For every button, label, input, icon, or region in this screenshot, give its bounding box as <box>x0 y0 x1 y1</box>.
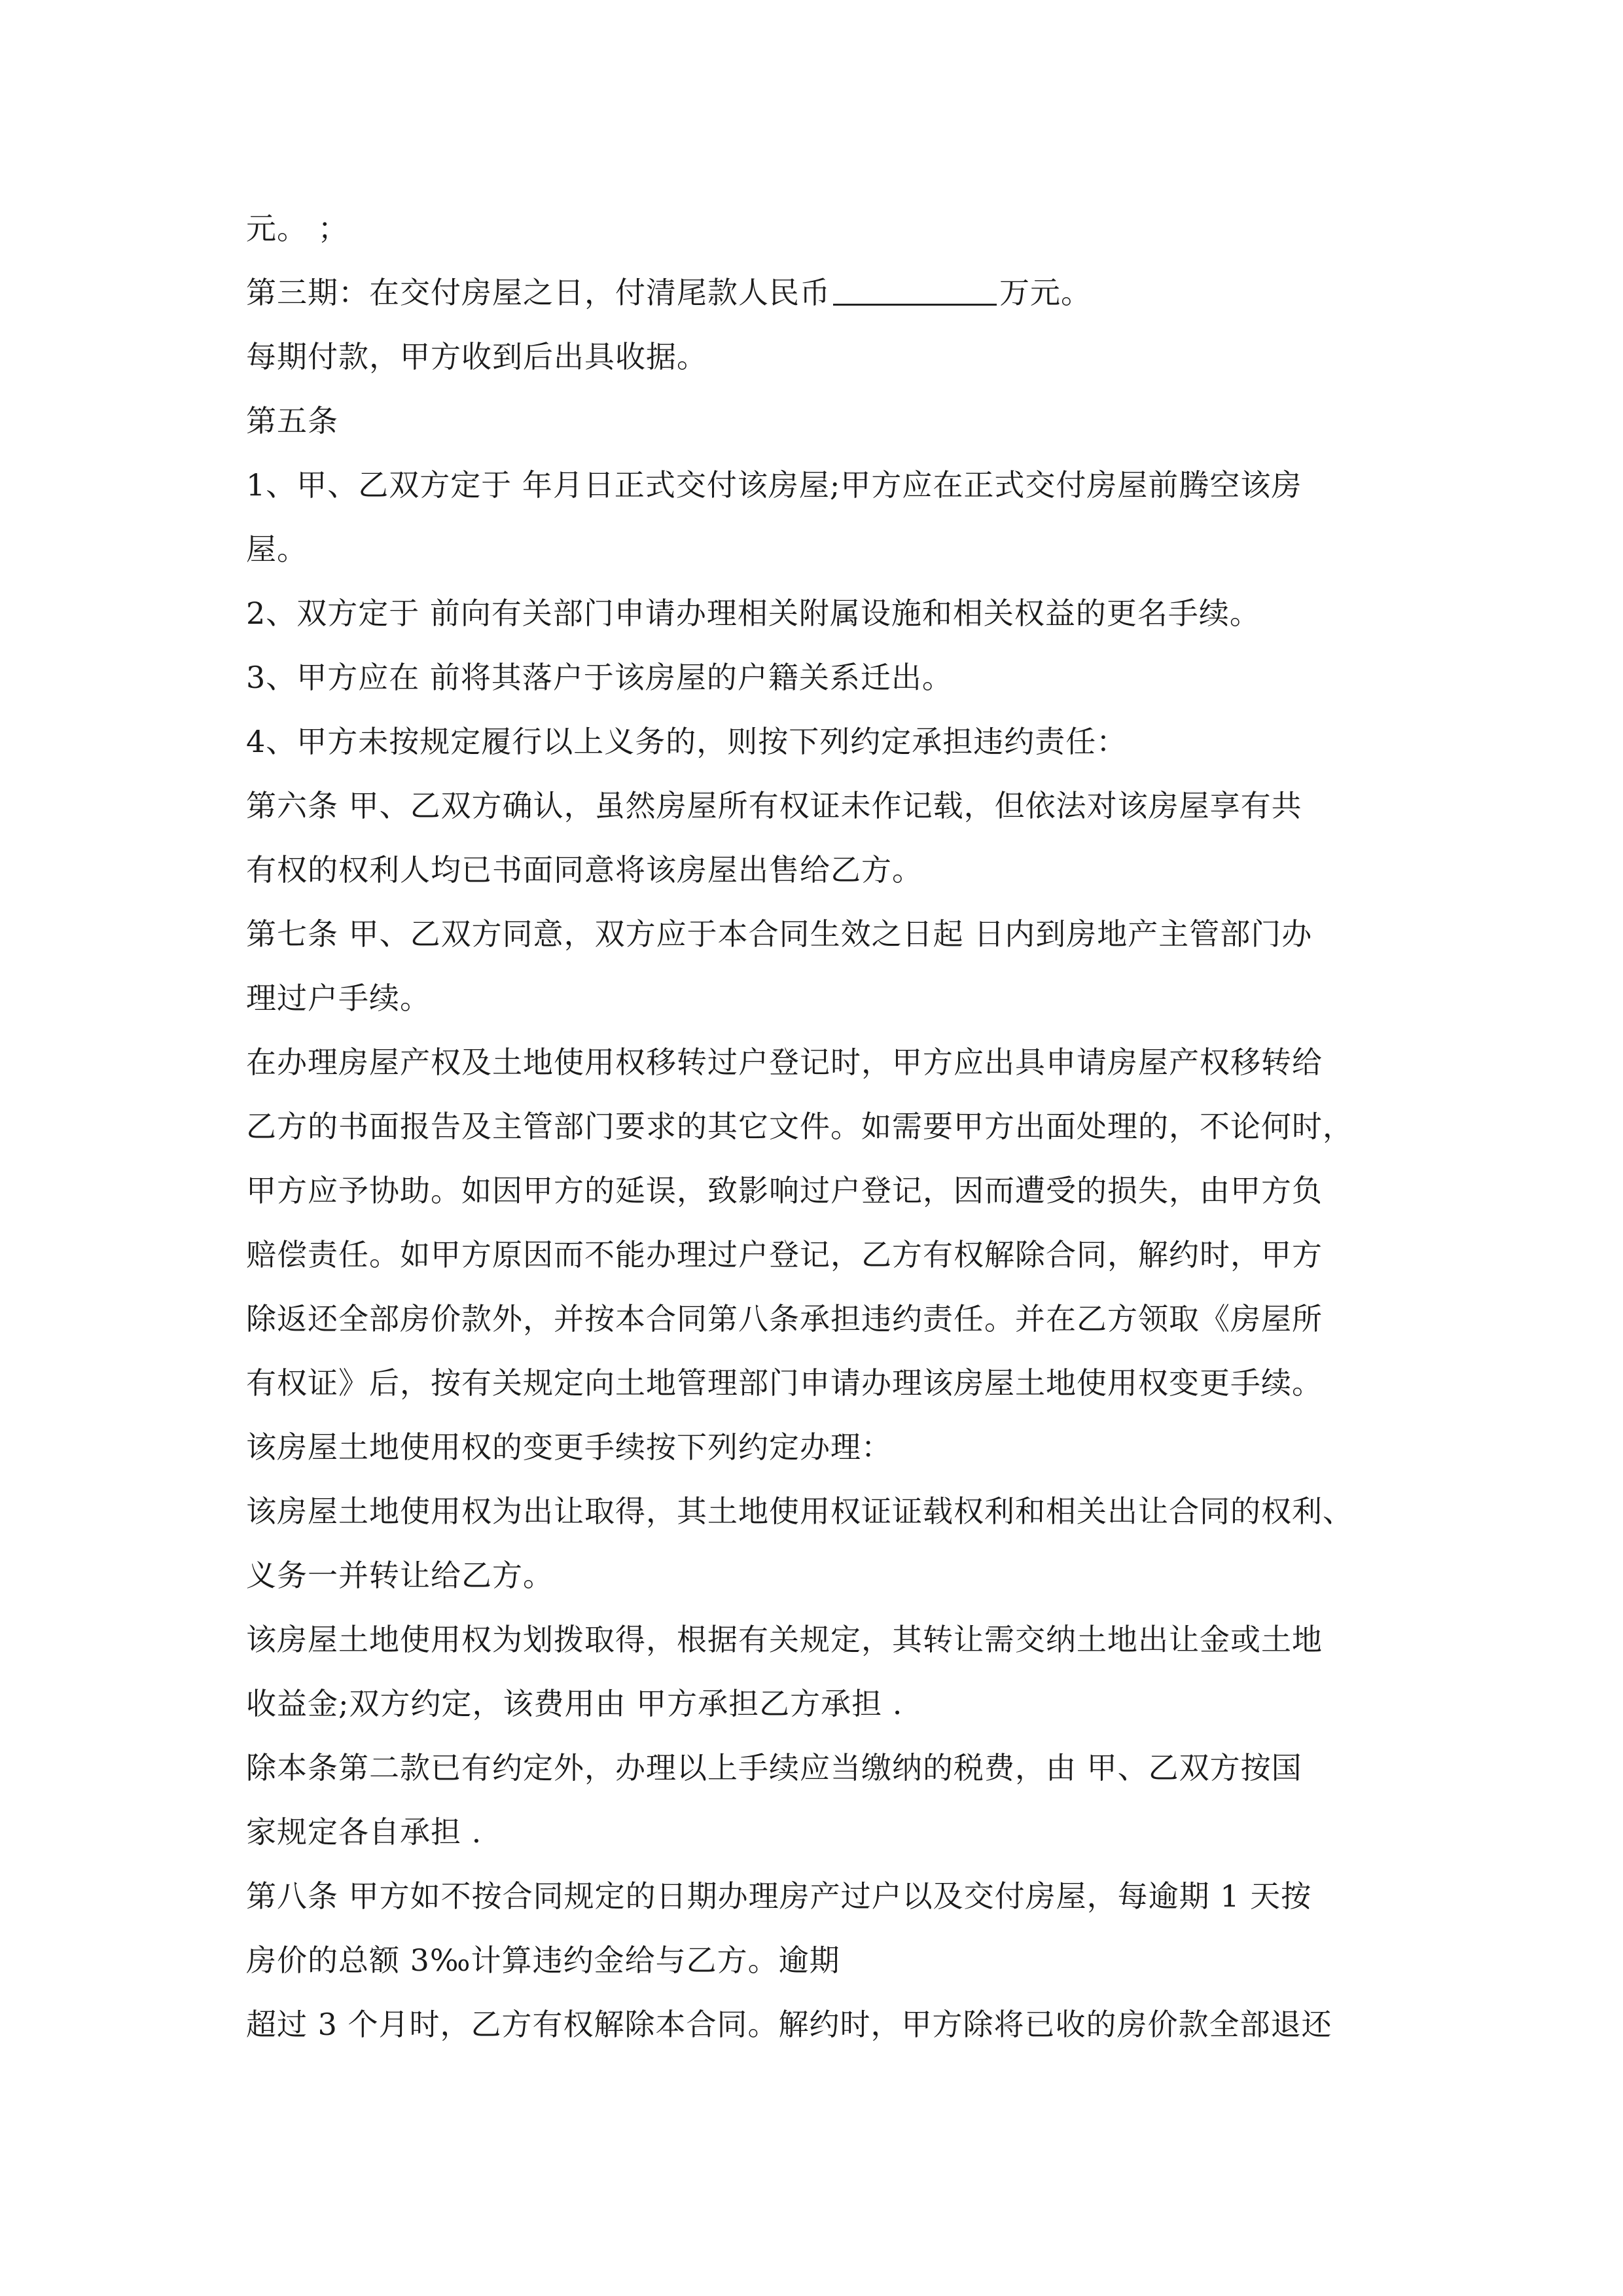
text-line-19: 有权证》后，按有关规定向土地管理部门申请办理该房屋土地使用权变更手续。 <box>246 1365 1323 1401</box>
document-body <box>246 196 1398 2056</box>
text-line-11: 有权的权利人均已书面同意将该房屋出售给乙方。 <box>246 852 923 888</box>
text-line-15: 乙方的书面报告及主管部门要求的其它文件。如需要甲方出面处理的，不论何时， <box>246 1109 1353 1144</box>
text-line-13: 理过户手续。 <box>246 980 431 1016</box>
text-line-24: 收益金;双方约定，该费用由 甲方承担乙方承担 . <box>246 1686 903 1721</box>
text-line-16: 甲方应予协助。如因甲方的延误，致影响过户登记，因而遭受的损失，由甲方负 <box>246 1173 1323 1208</box>
text-line-1: 元。 ； <box>246 211 349 246</box>
text-line-2-prefix: 第三期：在交付房屋之日，付清尾款人民币 <box>246 275 830 310</box>
text-line-7: 2、双方定于 前向有关部门申请办理相关附属设施和相关权益的更名手续。 <box>246 596 1260 631</box>
text-line-26: 家规定各自承担 . <box>246 1814 482 1850</box>
text-line-27: 第八条 甲方如不按合同规定的日期办理房产过户以及交付房屋，每逾期 1 天按 <box>246 1878 1312 1914</box>
text-line-25: 除本条第二款已有约定外，办理以上手续应当缴纳的税费，由 甲、乙双方按国 <box>246 1750 1302 1785</box>
text-line-8: 3、甲方应在 前将其落户于该房屋的户籍关系迁出。 <box>246 660 953 695</box>
text-line-23: 该房屋土地使用权为划拨取得，根据有关规定，其转让需交纳土地出让金或土地 <box>246 1622 1323 1657</box>
text-line-9: 4、甲方未按规定履行以上义务的，则按下列约定承担违约责任： <box>246 724 1128 759</box>
text-line-18: 除返还全部房价款外，并按本合同第八条承担违约责任。并在乙方领取《房屋所 <box>246 1301 1323 1336</box>
text-line-22: 义务一并转让给乙方。 <box>246 1558 554 1593</box>
amount-blank <box>833 275 997 306</box>
text-line-10: 第六条 甲、乙双方确认，虽然房屋所有权证未作记载，但依法对该房屋享有共 <box>246 788 1302 823</box>
text-line-5: 1、甲、乙双方定于 年月日正式交付该房屋;甲方应在正式交付房屋前腾空该房 <box>246 467 1302 503</box>
text-line-17: 赔偿责任。如甲方原因而不能办理过户登记，乙方有权解除合同，解约时，甲方 <box>246 1237 1323 1272</box>
text-line-21: 该房屋土地使用权为出让取得，其土地使用权证证载权利和相关出让合同的权利、 <box>246 1494 1353 1529</box>
text-line-28: 房价的总额 3‰计算违约金给与乙方。逾期 <box>246 1943 840 1978</box>
text-line-14: 在办理房屋产权及土地使用权移转过户登记时，甲方应出具申请房屋产权移转给 <box>246 1045 1323 1080</box>
text-line-2 <box>246 260 1398 325</box>
text-line-6: 屋。 <box>246 531 308 567</box>
text-line-2-suffix: 万元。 <box>999 275 1092 310</box>
text-line-12: 第七条 甲、乙双方同意，双方应于本合同生效之日起 日内到房地产主管部门办 <box>246 916 1313 952</box>
text-line-3: 每期付款，甲方收到后出具收据。 <box>246 339 707 374</box>
text-line-29: 超过 3 个月时，乙方有权解除本合同。解约时，甲方除将已收的房价款全部退还 <box>246 2007 1332 2042</box>
section-heading-5: 第五条 <box>246 403 338 439</box>
text-line-20: 该房屋土地使用权的变更手续按下列约定办理： <box>246 1429 892 1465</box>
